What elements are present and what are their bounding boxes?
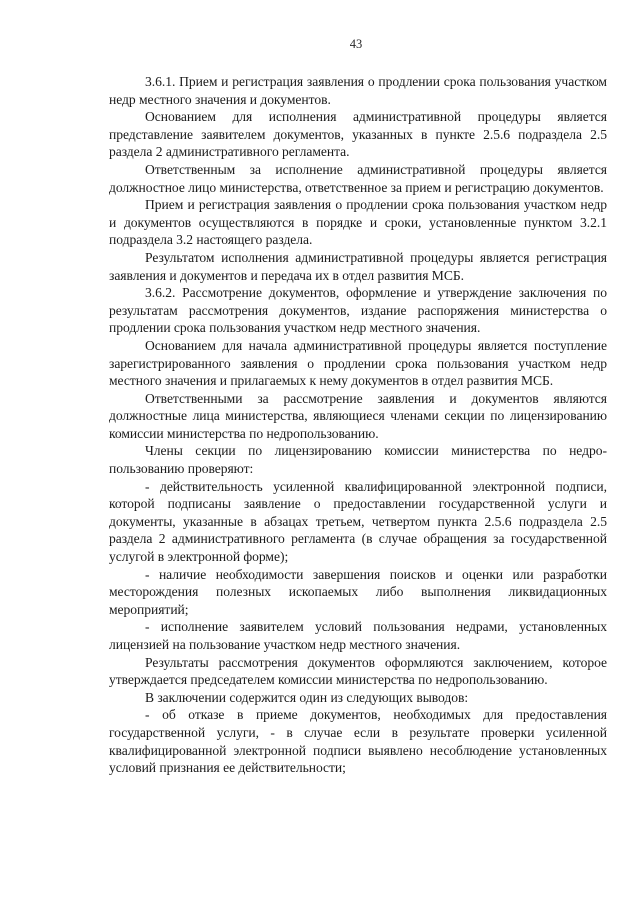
paragraph: Результаты рассмотрения документов оформляются заключением, которое утверждается председателем комиссии министерства по недропользованию.	[109, 654, 607, 688]
paragraph: Ответственным за исполнение административной процедуры является должностное лицо министерства, ответственное за прием и регистрацию документов.	[109, 161, 607, 195]
paragraph: В заключении содержится один из следующих выводов:	[145, 689, 469, 705]
paragraph: Основанием для исполнения административной процедуры является представление заявителем документов, указанных в пункте 2.5.6 подраздела 2.5 раздела 2 административного регламента.	[109, 109, 607, 160]
paragraph: Основанием для начала административной процедуры является поступление зарегистрированного заявления о продлении срока пользования участком недр местного значения и прилагаемых к нему документов в отдел развития МСБ.	[109, 337, 607, 389]
paragraph-3-6-1-heading: 3.6.1. Прием и регистрация заявления о продлении срока пользования участком недр местного значения и документов.	[109, 74, 607, 107]
list-item: - об отказе в приеме документов, необходимых для предоставления государственной услуги, - в случае если в результате проверки усиленной квалифицированной электронной подписи выявлено несоблюдение установленных условий признания ее действительности;	[109, 707, 607, 776]
list-item: - исполнение заявителем условий пользования недрами, установленных лицензией на пользование участком недр местного значения.	[109, 619, 607, 652]
list-item: - наличие необходимости завершения поисков и оценки или разработки месторождения полезных ископаемых либо выполнения ликвидационных мероприятий;	[109, 566, 607, 617]
paragraph-3-6-2-heading: 3.6.2. Рассмотрение документов, оформление и утверждение заключения по результатам рассмотрения документов, издание распоряжения министерства о продлении срока пользования участком недр местного значения.	[109, 285, 607, 336]
document-body	[109, 73, 607, 777]
page-number: 43	[349, 37, 363, 51]
paragraph: Члены секции по лицензированию комиссии министерства по недропользованию проверяют:	[109, 443, 607, 477]
list-item: - действительность усиленной квалифицированной электронной подписи, которой подписаны заявление о предоставлении государственной услуги и документы, указанные в абзацах третьем, четвертом пункта 2.5.6 подраздела 2.5 раздела 2 административного регламента (в случае обращения за государственной услугой в электронной форме);	[109, 478, 607, 565]
paragraph: Прием и регистрация заявления о продлении срока пользования участком недр и документов осуществляются в порядке и сроки, установленные пунктом 3.2.1 подраздела 3.2 настоящего раздела.	[109, 197, 607, 248]
paragraph: Ответственными за рассмотрение заявления и документов являются должностные лица министерства, являющиеся членами секции по лицензированию комиссии министерства по недропользованию.	[109, 390, 607, 441]
paragraph: Результатом исполнения административной процедуры является регистрация заявления и документов и передача их в отдел развития МСБ.	[109, 249, 607, 283]
